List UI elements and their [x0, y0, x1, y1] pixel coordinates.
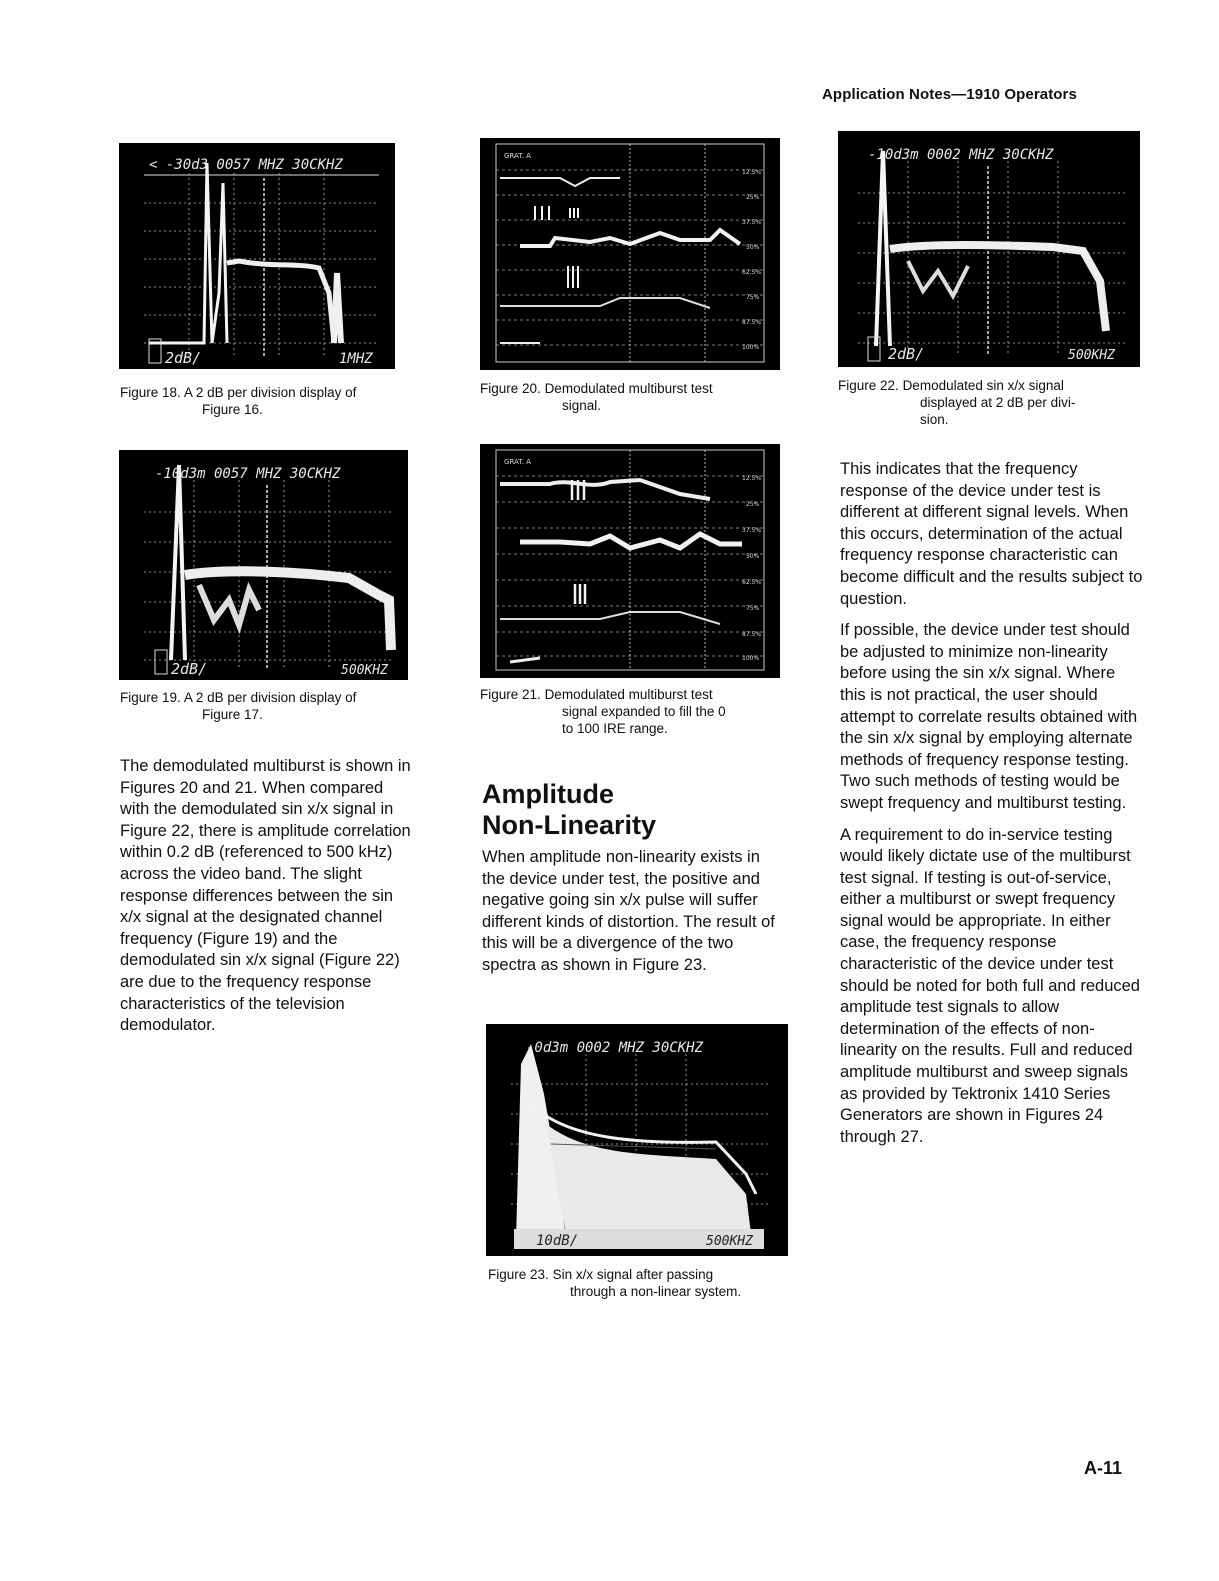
- figure-18-number: Figure 18.: [120, 385, 181, 400]
- figure-19-caption-line2: Figure 17.: [202, 707, 263, 722]
- figure-21-caption-line1: Demodulated multiburst test: [544, 687, 713, 702]
- figure-19-caption-line1: A 2 dB per division display of: [183, 690, 357, 705]
- figure-20-caption-line2: signal.: [562, 398, 602, 413]
- fig21-label-50: 50%: [746, 553, 760, 560]
- left-paragraph: The demodulated multiburst is shown in Figures 20 and 21. When compared with the demodulated sin x/x signal in Figure 22, there is amplitude correlation within 0.2 dB (referenced to 500 kHz) across the video band. The slight response differences between the sin x/x signal at the designated channel frequency (Figure 19) and the demodulated sin x/x signal (Figure 22) are due to the frequency response characteristics of the television demodulator.: [120, 757, 411, 1035]
- figure-22-caption: [838, 377, 1148, 428]
- figure-22-caption-line3: sion.: [920, 412, 949, 427]
- figure-23-caption-line2: through a non-linear system.: [570, 1284, 742, 1299]
- fig22-readout-top: -10d3m 0002 MHZ 30CKHZ: [868, 147, 1054, 163]
- right-paragraph-1: This indicates that the frequency response of the device under test is different at different signal levels. When this occurs, determination of the actual frequency response characteristic can become difficult and the results subject to question.: [840, 460, 1143, 608]
- figure-23-image: [486, 1024, 788, 1256]
- section-heading: [482, 779, 782, 841]
- figure-23-caption-line1: Sin x/x signal after passing: [552, 1267, 714, 1282]
- middle-column: [482, 847, 787, 987]
- fig21-label-75: 75%: [746, 605, 760, 612]
- figure-21-caption: [480, 686, 790, 737]
- fig20-label-75: 75%: [746, 294, 760, 301]
- figure-20-caption-line1: Demodulated multiburst test: [544, 381, 713, 396]
- fig19-readout-span: 500KHZ: [341, 663, 388, 678]
- figure-22-image: [838, 131, 1140, 367]
- section-heading-line2: Non-Linearity: [482, 810, 657, 840]
- fig21-label-25: 25%: [746, 501, 760, 508]
- page-number: A-11: [1084, 1458, 1123, 1478]
- fig23-readout-span: 500KHZ: [706, 1234, 753, 1249]
- fig20-label-12-5: 12.5%: [742, 169, 762, 176]
- fig18-readout-span: 1MHZ: [339, 351, 373, 367]
- figure-21-caption-line2: signal expanded to fill the 0: [562, 704, 726, 719]
- figure-19-image: [119, 450, 408, 680]
- figure-23-number: Figure 23.: [488, 1267, 549, 1282]
- right-column: [840, 459, 1144, 1158]
- left-column: [120, 756, 416, 1047]
- figure-18-caption-line2: Figure 16.: [202, 402, 263, 417]
- fig20-label-25: 25%: [746, 194, 760, 201]
- figure-20-caption: [480, 380, 790, 414]
- fig20-label-87-5: 87.5%: [742, 319, 762, 326]
- figure-21-number: Figure 21.: [480, 687, 541, 702]
- figure-22-number: Figure 22.: [838, 378, 899, 393]
- fig21-label-37-5: 37.5%: [742, 527, 762, 534]
- section-heading-line1: Amplitude: [482, 779, 614, 809]
- figure-18-caption: [120, 384, 430, 418]
- figure-23-caption: [488, 1266, 798, 1300]
- figure-18-image: [119, 143, 395, 369]
- fig20-grat-label: GRAT. A: [504, 152, 531, 160]
- figure-20-image: [480, 138, 780, 370]
- middle-paragraph: When amplitude non-linearity exists in the device under test, the positive and negative going sin x/x pulse will suffer different kinds of distortion. The result of this will be a divergence of the two spectra as shown in Figure 23.: [482, 848, 775, 974]
- fig23-readout-top: -0d3m 0002 MHZ 30CKHZ: [526, 1040, 704, 1056]
- fig20-label-50: 50%: [746, 244, 760, 251]
- fig21-label-87-5: 87.5%: [742, 631, 762, 638]
- fig20-label-62-5: 62.5%: [742, 269, 762, 276]
- figure-21-caption-line3: to 100 IRE range.: [562, 721, 668, 736]
- right-paragraph-3: A requirement to do in-service testing would likely dictate use of the multiburst test signal. If testing is out-of-service, either a multiburst or swept frequency signal would be appropriate. In either case, the frequency response characteristic of the device under test should be noted for both full and reduced amplitude test signals to allow determination of the effects of non-linearity on the results. Full and reduced amplitude multiburst and sweep signals as provided by Tektronix 1410 Series Generators are shown in Figures 24 through 27.: [840, 825, 1140, 1146]
- fig22-readout-span: 500KHZ: [1068, 348, 1115, 363]
- fig21-grat-label: GRAT. A: [504, 458, 531, 466]
- figure-20-number: Figure 20.: [480, 381, 541, 396]
- fig20-label-100: 100%: [742, 344, 760, 351]
- figure-19-number: Figure 19.: [120, 690, 181, 705]
- fig21-label-12-5: 12.5%: [742, 475, 762, 482]
- fig19-readout-scale: 2dB/: [171, 660, 208, 678]
- figure-21-image: [480, 444, 780, 678]
- figure-18-caption-line1: A 2 dB per division display of: [183, 385, 357, 400]
- fig18-readout-scale: 2dB/: [165, 349, 202, 367]
- fig20-label-37-5: 37.5%: [742, 219, 762, 226]
- fig19-readout-top: -10d3m 0057 MHZ 30CKHZ: [155, 466, 341, 482]
- fig18-readout-top: < -30d3 0057 MHZ 30CKHZ: [149, 157, 343, 173]
- running-header: Application Notes—1910 Operators: [822, 86, 1077, 103]
- fig21-label-100: 100%: [742, 655, 760, 662]
- fig22-readout-scale: 2dB/: [888, 345, 925, 363]
- right-paragraph-2: If possible, the device under test should be adjusted to minimize non-linearity before using the sin x/x signal. Where this is not practical, the user should attempt to correlate results obtained with the sin x/x signal by employing alternate methods of frequency response testing. Two such methods of testing would be swept frequency and multiburst testing.: [840, 621, 1138, 812]
- figure-22-caption-line1: Demodulated sin x/x signal: [902, 378, 1064, 393]
- fig21-label-62-5: 62.5%: [742, 579, 762, 586]
- figure-19-caption: [120, 689, 430, 723]
- figure-22-caption-line2: displayed at 2 dB per divi-: [920, 395, 1076, 410]
- fig23-readout-scale: 10dB/: [536, 1233, 579, 1249]
